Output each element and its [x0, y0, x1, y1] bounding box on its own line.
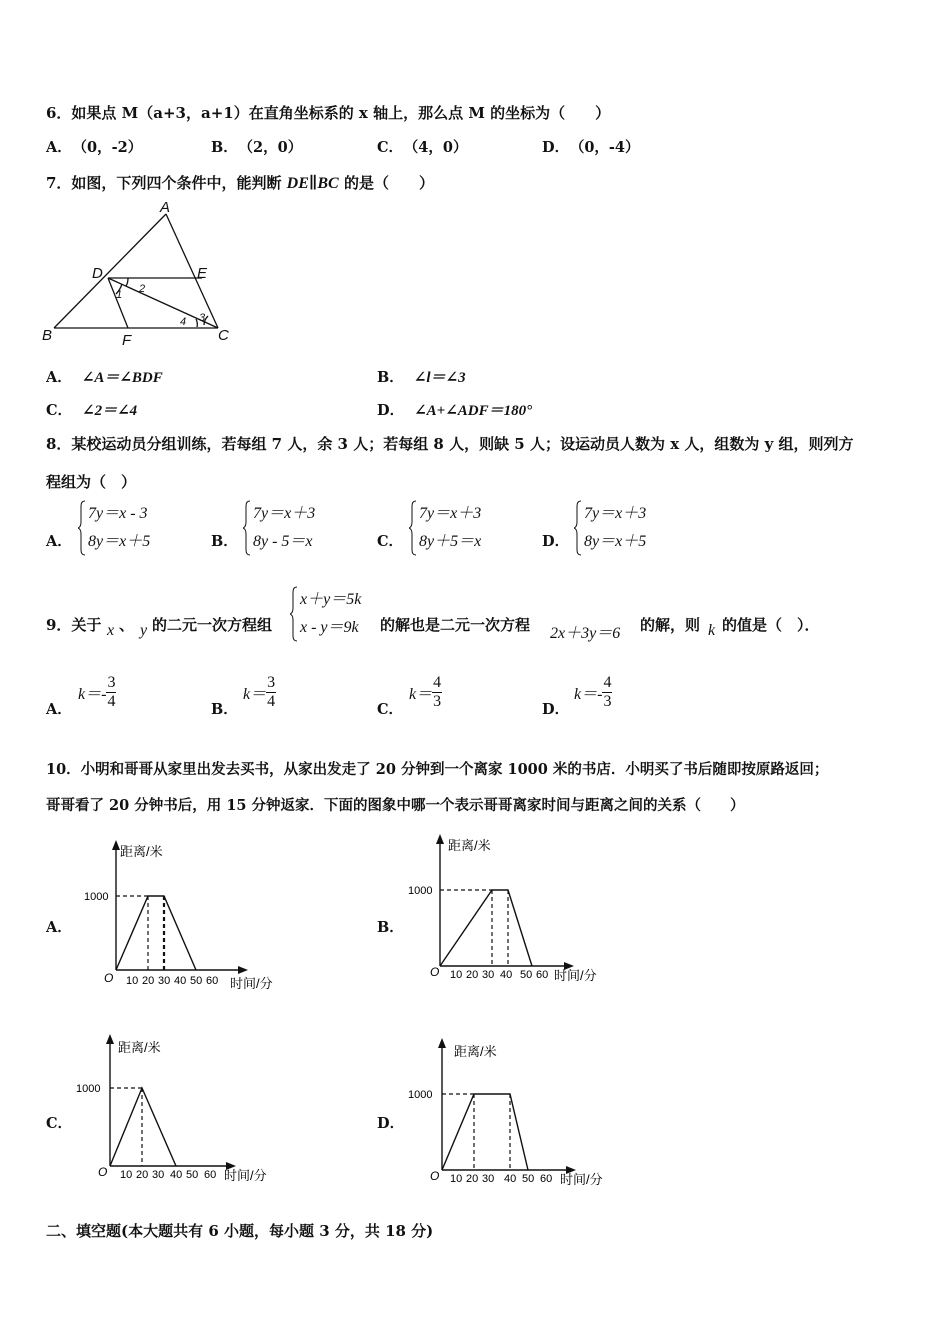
brace-icon — [243, 500, 251, 556]
q8-stem-line1: 8．某校运动员分组训练，若每组 7 人，余 3 人；若每组 8 人，则缺 5 人；设运动员人数为 x 人，组数为 y 组，则列方 — [46, 435, 854, 453]
q10-stem-line1: 10．小明和哥哥从家里出发去买书，从家出发走了 20 分钟到一个离家 1000 米的书店．小明买了书后随即按原路返回； — [46, 761, 829, 778]
x-axis-label: 时间/分 — [554, 968, 597, 983]
eq-2: 8y＝x＋5 — [88, 533, 151, 550]
q10-graph-d[interactable] — [404, 1036, 614, 1196]
x-tick-50: 50 — [186, 1169, 199, 1181]
brace-icon — [409, 500, 417, 556]
q6-option-b[interactable]: B． （2，0） — [211, 139, 303, 156]
q10-graph-c[interactable] — [74, 1032, 284, 1192]
label-e: E — [197, 265, 208, 282]
fraction: $\frac{3}{4}$ — [267, 674, 276, 710]
eq-1: x＋y＝5k — [300, 591, 362, 608]
q8-stem-line2: 程组为（ ） — [46, 473, 137, 491]
origin-label: O — [430, 1169, 440, 1183]
x-tick-50: 50 — [190, 975, 203, 987]
label-angle-3: 3 — [199, 312, 206, 324]
fraction: $\frac{4}{3}$ — [603, 674, 612, 710]
q9-text-5: 的值是（ ）． — [722, 616, 820, 634]
eq-2: 8y - 5＝x — [253, 533, 313, 550]
graph-line — [442, 1094, 528, 1170]
angle-4-arc — [196, 319, 197, 327]
q9-option-a-value: k＝- $\frac{3}{4}$ — [78, 674, 116, 710]
x-tick-60: 60 — [206, 975, 219, 987]
eq-1: 7y＝x＋3 — [253, 505, 316, 522]
q7-triangle-figure — [40, 198, 240, 350]
x-tick-10: 10 — [450, 1173, 463, 1185]
eq-1: 7y＝x - 3 — [88, 505, 148, 522]
q9-text-1: 9．关于 — [46, 616, 102, 634]
q9-option-c-value: k＝ $\frac{4}{3}$ — [409, 674, 442, 710]
q6-option-c[interactable]: C． （4，0） — [377, 139, 468, 156]
label-b: B — [42, 327, 53, 344]
x-tick-10: 10 — [120, 1169, 133, 1181]
q9-option-a-label[interactable]: A． — [46, 701, 72, 718]
q9-text-3: 的解也是二元一次方程 — [380, 616, 531, 634]
q6-option-a[interactable]: A． （0，-2） — [46, 139, 143, 156]
x-tick-10: 10 — [450, 969, 463, 981]
q9-var-y: y — [140, 622, 148, 639]
q9-var-x: x — [107, 622, 115, 639]
x-tick-20: 20 — [466, 969, 479, 981]
x-axis-label: 时间/分 — [560, 1172, 603, 1187]
eq-1: 7y＝x＋3 — [419, 505, 482, 522]
graph-line — [440, 890, 532, 966]
q8-option-b-label[interactable]: B． — [211, 533, 238, 550]
q9-option-d-label[interactable]: D． — [542, 701, 570, 718]
q10-graph-b[interactable] — [404, 830, 614, 990]
y-axis-label: 距离/米 — [454, 1044, 497, 1059]
x-tick-40: 40 — [170, 1169, 183, 1181]
q9-system — [290, 586, 361, 642]
y-axis-label: 距离/米 — [120, 844, 163, 859]
x-tick-60: 60 — [536, 969, 549, 981]
origin-label: O — [430, 965, 440, 979]
y-tick-1000: 1000 — [408, 1089, 433, 1101]
q9-option-c-label[interactable]: C． — [377, 701, 404, 718]
y-tick-1000: 1000 — [76, 1083, 101, 1095]
brace-icon — [78, 500, 86, 556]
graph-line — [110, 1088, 176, 1166]
label-c: C — [218, 327, 229, 344]
x-axis-label: 时间/分 — [224, 1168, 267, 1183]
q9-option-b-value: k＝ $\frac{3}{4}$ — [243, 674, 276, 710]
q6-option-d[interactable]: D． （0，-4） — [542, 139, 640, 156]
x-axis-arrow-icon — [238, 966, 248, 974]
q7-option-c[interactable]: C． ∠2＝∠4 — [46, 402, 138, 419]
fraction: $\frac{4}{3}$ — [433, 674, 442, 710]
y-tick-1000: 1000 — [84, 891, 109, 903]
y-tick-1000: 1000 — [408, 885, 433, 897]
eq-2: x - y＝9k — [300, 619, 359, 636]
y-axis-arrow-icon — [112, 840, 120, 850]
brace-icon — [290, 586, 298, 642]
angle-2-arc — [126, 278, 128, 286]
q8-option-d-system — [574, 500, 646, 556]
q8-option-a-system — [78, 500, 150, 556]
x-tick-30: 30 — [152, 1169, 165, 1181]
q9-text-4: 的解，则 — [640, 616, 701, 634]
q8-option-c-label[interactable]: C． — [377, 533, 404, 550]
x-tick-30: 30 — [482, 1173, 495, 1185]
x-tick-40: 40 — [174, 975, 187, 987]
q9-sep: 、 — [119, 616, 135, 634]
x-tick-60: 60 — [204, 1169, 217, 1181]
y-axis-arrow-icon — [438, 1038, 446, 1048]
q7-option-a[interactable]: A． ∠A＝∠BDF — [46, 369, 163, 386]
label-a: A — [160, 199, 171, 216]
x-tick-20: 20 — [142, 975, 155, 987]
y-axis-label: 距离/米 — [118, 1040, 161, 1055]
label-angle-2: 2 — [139, 283, 146, 295]
q9-text-2: 的二元一次方程组 — [152, 616, 273, 634]
q8-option-c-system — [409, 500, 481, 556]
brace-icon — [574, 500, 582, 556]
section-title: 二、填空题(本大题共有 6 小题，每小题 3 分，共 18 分) — [46, 1222, 434, 1240]
label-angle-4: 4 — [180, 316, 187, 328]
y-axis-arrow-icon — [436, 834, 444, 844]
q9-option-d-value: k＝- $\frac{4}{3}$ — [574, 674, 612, 710]
label-d: D — [92, 265, 103, 282]
q7-option-b[interactable]: B． ∠l＝∠3 — [377, 369, 466, 386]
q9-equation: 2x＋3y＝6 — [550, 625, 621, 642]
q8-option-a-label[interactable]: A． — [46, 533, 72, 550]
side-ac — [166, 214, 218, 328]
q7-option-d[interactable]: D． ∠A+∠ADF＝180° — [377, 402, 533, 419]
x-tick-20: 20 — [136, 1169, 149, 1181]
x-tick-50: 50 — [522, 1173, 535, 1185]
side-ab — [54, 214, 166, 328]
q8-option-d-label[interactable]: D． — [542, 533, 570, 550]
eq-2: 8y＋5＝x — [419, 533, 482, 550]
x-tick-10: 10 — [126, 975, 139, 987]
x-tick-40: 40 — [500, 969, 513, 981]
q10-graph-a[interactable] — [80, 838, 290, 998]
x-tick-20: 20 — [466, 1173, 479, 1185]
q7-stem: 7．如图，下列四个条件中，能判断 DE∥BC 的是（ ） — [46, 174, 434, 192]
eq-2: 8y＝x＋5 — [584, 533, 647, 550]
q10-option-d-label[interactable]: D． — [377, 1115, 405, 1132]
q6-stem: 6．如果点 M（a+3，a+1）在直角坐标系的 x 轴上，那么点 M 的坐标为（ ） — [46, 104, 611, 122]
q9-option-b-label[interactable]: B． — [211, 701, 238, 718]
q10-option-b-label[interactable]: B． — [377, 919, 404, 936]
eq-1: 7y＝x＋3 — [584, 505, 647, 522]
origin-label: O — [98, 1165, 108, 1179]
x-tick-60: 60 — [540, 1173, 553, 1185]
x-tick-40: 40 — [504, 1173, 517, 1185]
x-tick-30: 30 — [482, 969, 495, 981]
y-axis-arrow-icon — [106, 1034, 114, 1044]
q10-stem-line2: 哥哥看了 20 分钟书后，用 15 分钟返家．下面的图象中哪一个表示哥哥离家时间与距离之间的关系（ ） — [46, 797, 745, 814]
q10-option-c-label[interactable]: C． — [46, 1115, 73, 1132]
label-f: F — [122, 332, 132, 349]
label-angle-1: 1 — [116, 289, 123, 301]
q10-option-a-label[interactable]: A． — [46, 919, 72, 936]
q9-var-k: k — [708, 622, 716, 639]
x-axis-label: 时间/分 — [230, 976, 273, 991]
origin-label: O — [104, 971, 114, 985]
x-tick-30: 30 — [158, 975, 171, 987]
fraction: $\frac{3}{4}$ — [107, 674, 116, 710]
y-axis-label: 距离/米 — [448, 838, 491, 853]
graph-line — [116, 896, 196, 970]
q8-option-b-system — [243, 500, 315, 556]
x-tick-50: 50 — [520, 969, 533, 981]
